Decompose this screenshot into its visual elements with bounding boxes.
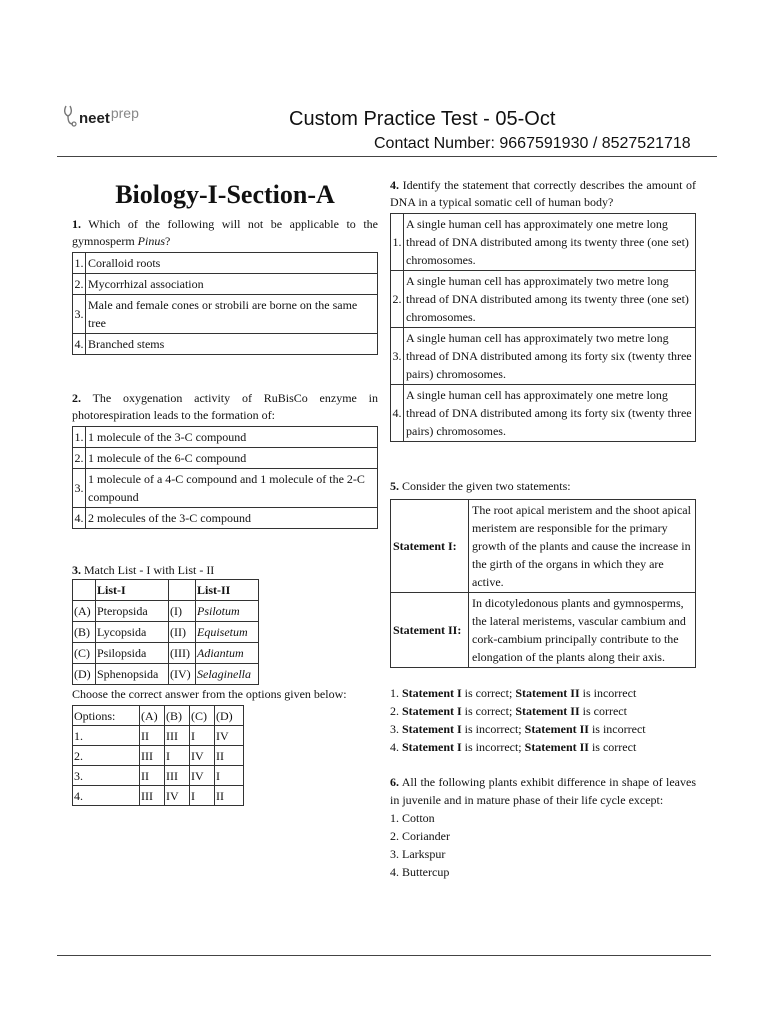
answer-number: 4. (390, 740, 402, 754)
right-column (390, 177, 696, 881)
answer-m2: is incorrect (579, 686, 637, 700)
option-row[interactable] (391, 214, 696, 271)
answer-cell: 1. (73, 726, 140, 746)
answer-option[interactable] (390, 720, 696, 738)
option-row[interactable] (73, 295, 378, 334)
answer-cell: III (165, 766, 190, 786)
question-3-number: 3. (72, 563, 81, 577)
statement-label: Statement II: (391, 593, 469, 668)
option-row[interactable] (73, 469, 378, 508)
answer-options-table (72, 705, 244, 806)
option-number: 3. (391, 328, 404, 385)
answer-cell: IV (190, 746, 215, 766)
answer-s1: Statement I (402, 686, 462, 700)
option-text: Coralloid roots (86, 253, 378, 274)
match-cell: Adiantum (196, 643, 259, 664)
answer-m1: is incorrect; (461, 740, 525, 754)
answer-cell: II (140, 766, 165, 786)
option-text: 1 molecule of a 4-C compound and 1 molecule of the 2-C compound (86, 469, 378, 508)
answer-row[interactable] (73, 746, 244, 766)
answer-header-cell: (C) (190, 706, 215, 726)
question-1-options (72, 252, 378, 355)
question-2-text (72, 390, 378, 424)
answer-cell: IV (190, 766, 215, 786)
answer-cell: II (215, 786, 244, 806)
question-4-number: 4. (390, 178, 399, 192)
answer-cell: I (165, 746, 190, 766)
option-item[interactable]: 3. Larkspur (390, 847, 446, 861)
match-cell: (II) (169, 622, 196, 643)
answer-m1: is correct; (461, 704, 516, 718)
answer-cell: III (140, 786, 165, 806)
question-6-body: All the following plants exhibit difference in shape of leaves in juvenile and in mature phase of their life cycle except: (390, 775, 696, 807)
option-row[interactable] (391, 328, 696, 385)
match-cell: (IV) (169, 664, 196, 685)
option-text: 1 molecule of the 6-C compound (86, 448, 378, 469)
match-cell: Psilopsida (96, 643, 169, 664)
answer-header-row (73, 706, 244, 726)
option-number: 1. (73, 253, 86, 274)
answer-cell: III (165, 726, 190, 746)
answer-m1: is incorrect; (461, 722, 525, 736)
option-text: A single human cell has approximately one metre long thread of DNA distributed among its twenty three (one set) chromosomes. (404, 214, 696, 271)
match-row (73, 643, 259, 664)
answer-s2: Statement II (524, 740, 589, 754)
question-5-answers (390, 684, 696, 756)
answer-header-cell: (A) (140, 706, 165, 726)
answer-s1: Statement I (402, 722, 462, 736)
statement-row (391, 500, 696, 593)
option-item[interactable]: 4. Buttercup (390, 865, 450, 879)
answer-cell: 3. (73, 766, 140, 786)
stethoscope-icon (63, 104, 77, 132)
option-text: A single human cell has approximately one metre long thread of DNA distributed among its forty six (twenty three pairs) chromosomes. (404, 385, 696, 442)
match-cell: Lycopsida (96, 622, 169, 643)
option-text: A single human cell has approximately two metre long thread of DNA distributed among its forty six (twenty three pairs) chromosomes. (404, 328, 696, 385)
question-5-text (390, 478, 696, 495)
question-6-text (390, 773, 696, 809)
option-number: 2. (391, 271, 404, 328)
match-header-blank (73, 580, 96, 601)
question-5-number: 5. (390, 479, 399, 493)
option-item[interactable]: 2. Coriander (390, 829, 450, 843)
answer-number: 2. (390, 704, 402, 718)
answer-m2: is correct (588, 740, 637, 754)
option-text: A single human cell has approximately two metre long thread of DNA distributed among its twenty three (one set) chromosomes. (404, 271, 696, 328)
option-row[interactable] (73, 274, 378, 295)
statement-text: The root apical meristem and the shoot apical meristem are responsible for the primary growth of the plants and cause the increase in the girth of the organs in which they are active. (469, 500, 696, 593)
option-number: 3. (73, 295, 86, 334)
answer-header-cell: (B) (165, 706, 190, 726)
answer-cell: 4. (73, 786, 140, 806)
option-row[interactable] (391, 271, 696, 328)
answer-cell: I (190, 786, 215, 806)
page-title: Custom Practice Test - 05-Oct (289, 108, 556, 130)
answer-option[interactable] (390, 684, 696, 702)
question-3-body: Match List - I with List - II (81, 563, 215, 577)
option-number: 4. (73, 334, 86, 355)
option-number: 1. (73, 427, 86, 448)
statement-label: Statement I: (391, 500, 469, 593)
question-4-body: Identify the statement that correctly describes the amount of DNA in a typical somatic cell of human body? (390, 178, 696, 209)
match-cell: (C) (73, 643, 96, 664)
question-2-body: The oxygenation activity of RuBisCo enzyme in photorespiration leads to the formation of: (72, 391, 378, 422)
answer-row[interactable] (73, 786, 244, 806)
option-row[interactable] (73, 427, 378, 448)
option-row[interactable] (73, 448, 378, 469)
answer-m2: is incorrect (588, 722, 646, 736)
answer-number: 3. (390, 722, 402, 736)
match-cell: (III) (169, 643, 196, 664)
answer-s2: Statement II (524, 722, 589, 736)
question-5-body: Consider the given two statements: (399, 479, 571, 493)
option-row[interactable] (73, 253, 378, 274)
answer-cell: II (140, 726, 165, 746)
option-number: 3. (73, 469, 86, 508)
answer-s2: Statement II (515, 704, 580, 718)
answer-cell: IV (165, 786, 190, 806)
header-divider (57, 156, 717, 157)
question-3-text (72, 562, 378, 579)
answer-option[interactable] (390, 738, 696, 756)
footer-divider (57, 955, 711, 956)
answer-s1: Statement I (402, 740, 462, 754)
match-cell: Psilotum (196, 601, 259, 622)
question-1-italic: Pinus (137, 234, 166, 248)
statements-table (390, 499, 696, 668)
question-1-text-a: Which of the following will not be applicable to the gymnosperm (72, 217, 378, 248)
question-1-text-b: ? (165, 234, 171, 248)
match-cell: (B) (73, 622, 96, 643)
answer-s1: Statement I (402, 704, 462, 718)
answer-cell: 2. (73, 746, 140, 766)
option-item[interactable]: 1. Cotton (390, 811, 435, 825)
question-3-choose-text: Choose the correct answer from the options given below: (72, 687, 347, 701)
answer-m2: is correct (579, 704, 627, 718)
logo-prep-text: prep (110, 105, 139, 121)
answer-m1: is correct; (461, 686, 516, 700)
option-number: 2. (73, 274, 86, 295)
statement-text: In dicotyledonous plants and gymnosperms, the lateral meristems, vascular cambium and cork-cambium principally contribute to the elongation of the plants along their axis. (469, 593, 696, 668)
list-2-header: List-II (196, 580, 259, 601)
logo-neet-text: neet (79, 109, 110, 127)
question-1-text (72, 216, 378, 250)
left-column (72, 178, 378, 806)
statement-row (391, 593, 696, 668)
list-1-header: List-I (96, 580, 169, 601)
option-row[interactable] (73, 334, 378, 355)
answer-cell: III (140, 746, 165, 766)
answer-header-cell: Options: (73, 706, 140, 726)
match-header-blank (169, 580, 196, 601)
question-2-options (72, 426, 378, 529)
question-1-number: 1. (72, 217, 81, 231)
match-cell: Sphenopsida (96, 664, 169, 685)
answer-row[interactable] (73, 766, 244, 786)
match-row (73, 601, 259, 622)
option-text: Mycorrhizal association (86, 274, 378, 295)
answer-cell: I (190, 726, 215, 746)
match-cell: (A) (73, 601, 96, 622)
answer-cell: I (215, 766, 244, 786)
answer-cell: II (215, 746, 244, 766)
answer-header-cell: (D) (215, 706, 244, 726)
option-row[interactable] (391, 385, 696, 442)
match-header-row (73, 580, 259, 601)
question-4-options (390, 213, 696, 442)
answer-cell: IV (215, 726, 244, 746)
answer-s2: Statement II (515, 686, 580, 700)
option-row[interactable] (73, 508, 378, 529)
match-cell: (D) (73, 664, 96, 685)
match-cell: (I) (169, 601, 196, 622)
option-number: 2. (73, 448, 86, 469)
section-title: Biology-I-Section-A (115, 180, 335, 209)
option-text: 2 molecules of the 3-C compound (86, 508, 378, 529)
match-list-table (72, 579, 259, 685)
match-row (73, 664, 259, 685)
question-2-number: 2. (72, 391, 81, 405)
option-text: 1 molecule of the 3-C compound (86, 427, 378, 448)
answer-row[interactable] (73, 726, 244, 746)
contact-number: Contact Number: 9667591930 / 8527521718 (374, 135, 691, 152)
question-4-text (390, 177, 696, 211)
option-text: Male and female cones or strobili are borne on the same tree (86, 295, 378, 334)
match-cell: Equisetum (196, 622, 259, 643)
match-cell: Selaginella (196, 664, 259, 685)
option-number: 4. (73, 508, 86, 529)
neetprep-logo (63, 104, 139, 132)
option-number: 4. (391, 385, 404, 442)
answer-number: 1. (390, 686, 402, 700)
option-number: 1. (391, 214, 404, 271)
question-6-options (390, 809, 696, 881)
answer-option[interactable] (390, 702, 696, 720)
match-row (73, 622, 259, 643)
match-cell: Pteropsida (96, 601, 169, 622)
option-text: Branched stems (86, 334, 378, 355)
question-6-number: 6. (390, 775, 399, 789)
